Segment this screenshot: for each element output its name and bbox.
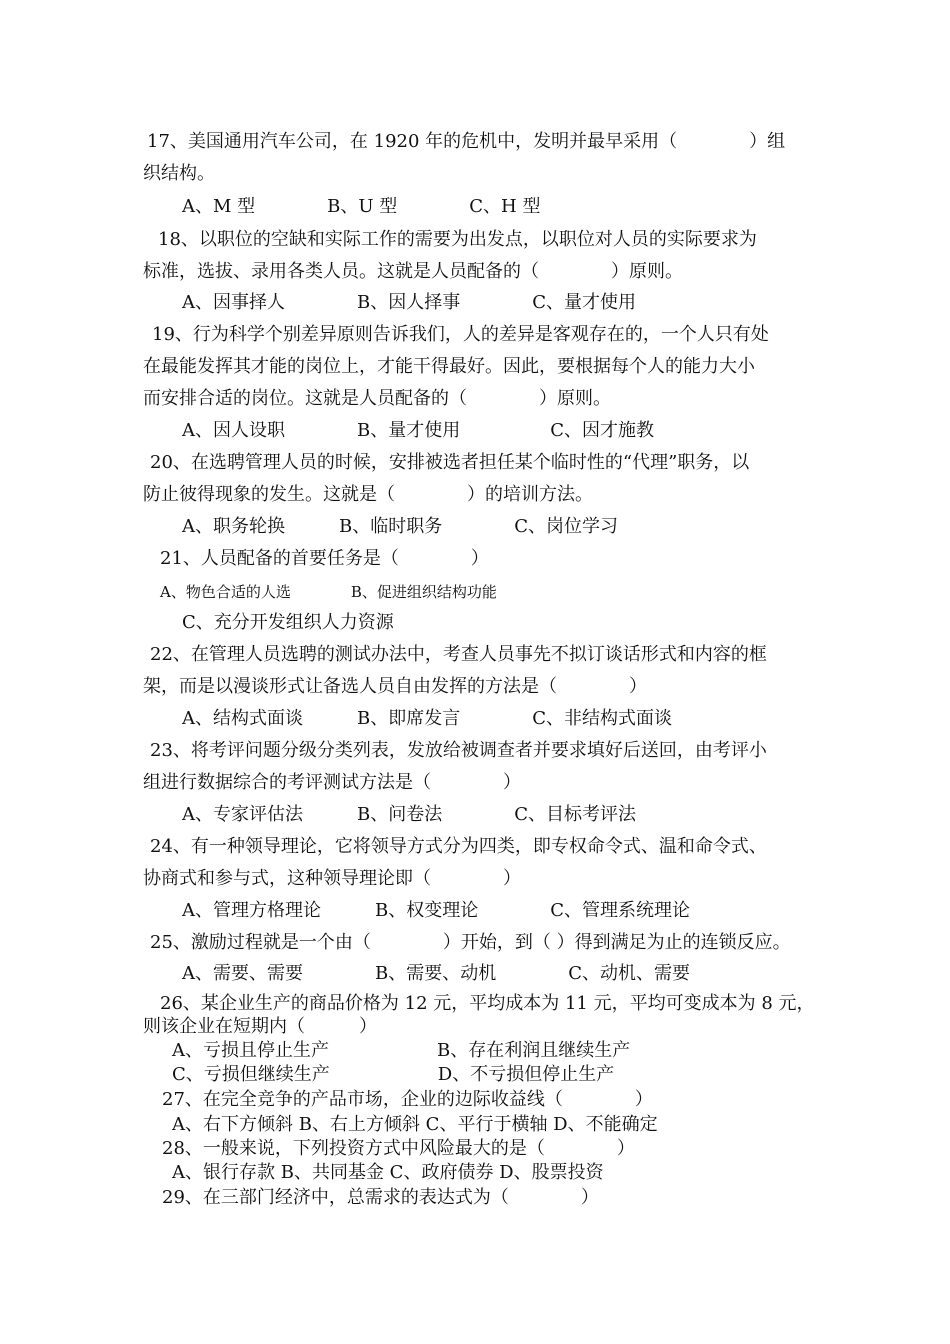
q19-stem-line2: 在最能发挥其才能的岗位上，才能干得最好。因此，要根据每个人的能力大小 xyxy=(143,356,755,377)
q22-stem-line1: 22、在管理人员选聘的测试办法中，考查人员事先不拟订谈话形式和内容的框 xyxy=(150,644,767,665)
q23-options: A、专家评估法 B、问卷法 C、目标考评法 xyxy=(182,804,636,825)
q26-stem-line2: 则该企业在短期内（ ） xyxy=(143,1016,377,1037)
q26-options-line1: A、亏损且停止生产 B、存在利润且继续生产 xyxy=(172,1040,631,1061)
q28-stem-line1: 28、一般来说，下列投资方式中风险最大的是（ ） xyxy=(162,1138,635,1159)
q25-options: A、需要、需要 B、需要、动机 C、动机、需要 xyxy=(182,963,690,984)
q26-stem-line1: 26、某企业生产的商品价格为 12 元，平均成本为 11 元，平均可变成本为 8 元， xyxy=(160,993,815,1014)
q17-stem-line1: 17、美国通用汽车公司，在 1920 年的危机中，发明并最早采用（ ）组 xyxy=(147,131,786,152)
q20-stem-line2: 防止彼得现象的发生。这就是（ ）的培训方法。 xyxy=(143,484,593,505)
q23-stem-line2: 组进行数据综合的考评测试方法是（ ） xyxy=(143,772,521,793)
q22-stem-line2: 架，而是以漫谈形式让备选人员自由发挥的方法是（ ） xyxy=(143,676,647,697)
q20-stem-line1: 20、在选聘管理人员的时候，安排被选者担任某个临时性的“代理”职务，以 xyxy=(150,452,750,473)
q18-stem-line2: 标准，选拔、录用各类人员。这就是人员配备的（ ）原则。 xyxy=(143,261,683,282)
q29-stem-line1: 29、在三部门经济中，总需求的表达式为（ ） xyxy=(162,1187,599,1208)
q25-stem-line1: 25、激励过程就是一个由（ ）开始，到（ ）得到满足为止的连锁反应。 xyxy=(150,932,791,953)
q17-options: A、M 型 B、U 型 C、H 型 xyxy=(182,196,541,217)
q19-options: A、因人设职 B、量才使用 C、因才施教 xyxy=(182,420,654,441)
q19-stem-line1: 19、行为科学个别差异原则告诉我们，人的差异是客观存在的，一个人只有处 xyxy=(152,324,769,345)
q26-options-line2: C、亏损但继续生产 D、不亏损但停止生产 xyxy=(172,1064,615,1085)
q27-options: A、右下方倾斜 B、右上方倾斜 C、平行于横轴 D、不能确定 xyxy=(172,1114,658,1135)
q24-stem-line2: 协商式和参与式，这种领导理论即（ ） xyxy=(143,868,521,889)
q21-stem-line1: 21、人员配备的首要任务是（ ） xyxy=(160,548,489,569)
q17-stem-line2: 织结构。 xyxy=(143,163,215,184)
q18-options: A、因事择人 B、因人择事 C、量才使用 xyxy=(182,292,636,313)
q20-options: A、职务轮换 B、临时职务 C、岗位学习 xyxy=(182,516,618,537)
q27-stem-line1: 27、在完全竞争的产品市场，企业的边际收益线（ ） xyxy=(162,1089,653,1110)
q19-stem-line3: 而安排合适的岗位。这就是人员配备的（ ）原则。 xyxy=(143,388,611,409)
q18-stem-line1: 18、以职位的空缺和实际工作的需要为出发点，以职位对人员的实际要求为 xyxy=(158,229,757,250)
q23-stem-line1: 23、将考评问题分级分类列表，发放给被调查者并要求填好后送回，由考评小 xyxy=(150,740,767,761)
q24-options: A、管理方格理论 B、权变理论 C、管理系统理论 xyxy=(182,900,690,921)
q28-options: A、银行存款 B、共同基金 C、政府债券 D、股票投资 xyxy=(172,1162,604,1183)
q21-options-line2: C、充分开发组织人力资源 xyxy=(182,612,394,633)
q24-stem-line1: 24、有一种领导理论，它将领导方式分为四类，即专权命令式、温和命令式、 xyxy=(150,836,767,857)
q21-options-line1: A、物色合适的人选 B、促进组织结构功能 xyxy=(160,583,497,601)
q22-options: A、结构式面谈 B、即席发言 C、非结构式面谈 xyxy=(182,708,672,729)
